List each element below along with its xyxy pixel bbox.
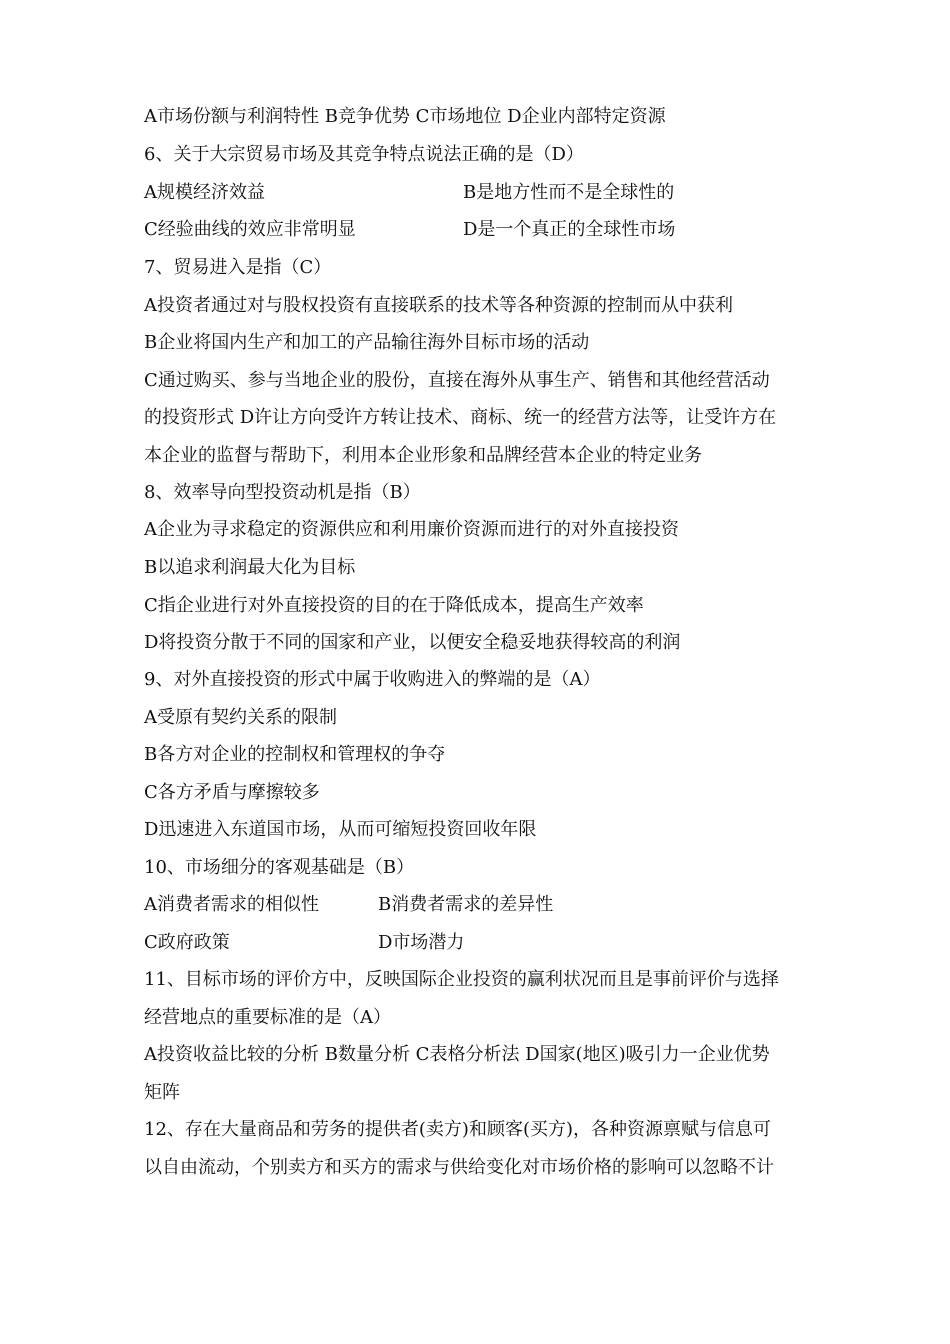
q10-option-b: B消费者需求的差异性 [378, 894, 554, 915]
q9-option-d: D迅速进入东道国市场，从而可缩短投资回收年限 [144, 819, 537, 840]
q9-option-a: A受原有契约关系的限制 [144, 707, 337, 728]
q7-option-a: A投资者通过对与股权投资有直接联系的技术等各种资源的控制而从中获利 [144, 295, 733, 316]
q10-option-a: A消费者需求的相似性 [144, 894, 319, 915]
q7-option-b: B企业将国内生产和加工的产品输往海外目标市场的活动 [144, 332, 590, 353]
q6-option-b: B是地方性而不是全球性的 [463, 182, 675, 203]
q7-option-c: C通过购买、参与当地企业的股份，直接在海外从事生产、销售和其他经营活动 [144, 370, 770, 391]
q7-question: 7、贸易进入是指（C） [144, 257, 332, 278]
q6-option-d: D是一个真正的全球性市场 [463, 219, 676, 240]
q6-option-c: C经验曲线的效应非常明显 [144, 219, 356, 240]
q8-option-a: A企业为寻求稳定的资源供应和利用廉价资源而进行的对外直接投资 [144, 519, 679, 540]
q5-options: A市场份额与利润特性 B竞争优势 C市场地位 D企业内部特定资源 [144, 106, 666, 127]
q10-option-d: D市场潜力 [378, 932, 465, 953]
q11-options-cont: 矩阵 [144, 1082, 180, 1103]
q6-question: 6、关于大宗贸易市场及其竞争特点说法正确的是（D） [144, 144, 584, 165]
q12-question: 12、存在大量商品和劳务的提供者(卖方)和顾客(买方)，各种资源禀赋与信息可 [144, 1119, 771, 1140]
q9-question: 9、对外直接投资的形式中属于收购进入的弊端的是（A） [144, 669, 601, 690]
q9-option-c: C各方矛盾与摩擦较多 [144, 782, 320, 803]
q8-option-b: B以追求利润最大化为目标 [144, 557, 356, 578]
q8-option-d: D将投资分散于不同的国家和产业，以便安全稳妥地获得较高的利润 [144, 632, 681, 653]
q6-option-a: A规模经济效益 [144, 182, 265, 203]
q8-question: 8、效率导向型投资动机是指（B） [144, 482, 421, 503]
q10-option-c: C政府政策 [144, 932, 230, 953]
q12-question-cont: 以自由流动，个别卖方和买方的需求与供给变化对市场价格的影响可以忽略不计 [144, 1157, 774, 1178]
q11-options: A投资收益比较的分析 B数量分析 C表格分析法 D国家(地区)吸引力一企业优势 [144, 1044, 770, 1065]
q7-option-d-cont: 本企业的监督与帮助下，利用本企业形象和品牌经营本企业的特定业务 [144, 445, 702, 466]
q10-question: 10、市场细分的客观基础是（B） [144, 857, 415, 878]
q11-question: 11、目标市场的评价方中，反映国际企业投资的赢利状况而且是事前评价与选择 [144, 969, 779, 990]
q9-option-b: B各方对企业的控制权和管理权的争夺 [144, 744, 446, 765]
q11-question-cont: 经营地点的重要标准的是（A） [144, 1007, 391, 1028]
q8-option-c: C指企业进行对外直接投资的目的在于降低成本，提高生产效率 [144, 595, 644, 616]
q7-option-c-cont: 的投资形式 D许让方向受许方转让技术、商标、统一的经营方法等，让受许方在 [144, 407, 777, 428]
